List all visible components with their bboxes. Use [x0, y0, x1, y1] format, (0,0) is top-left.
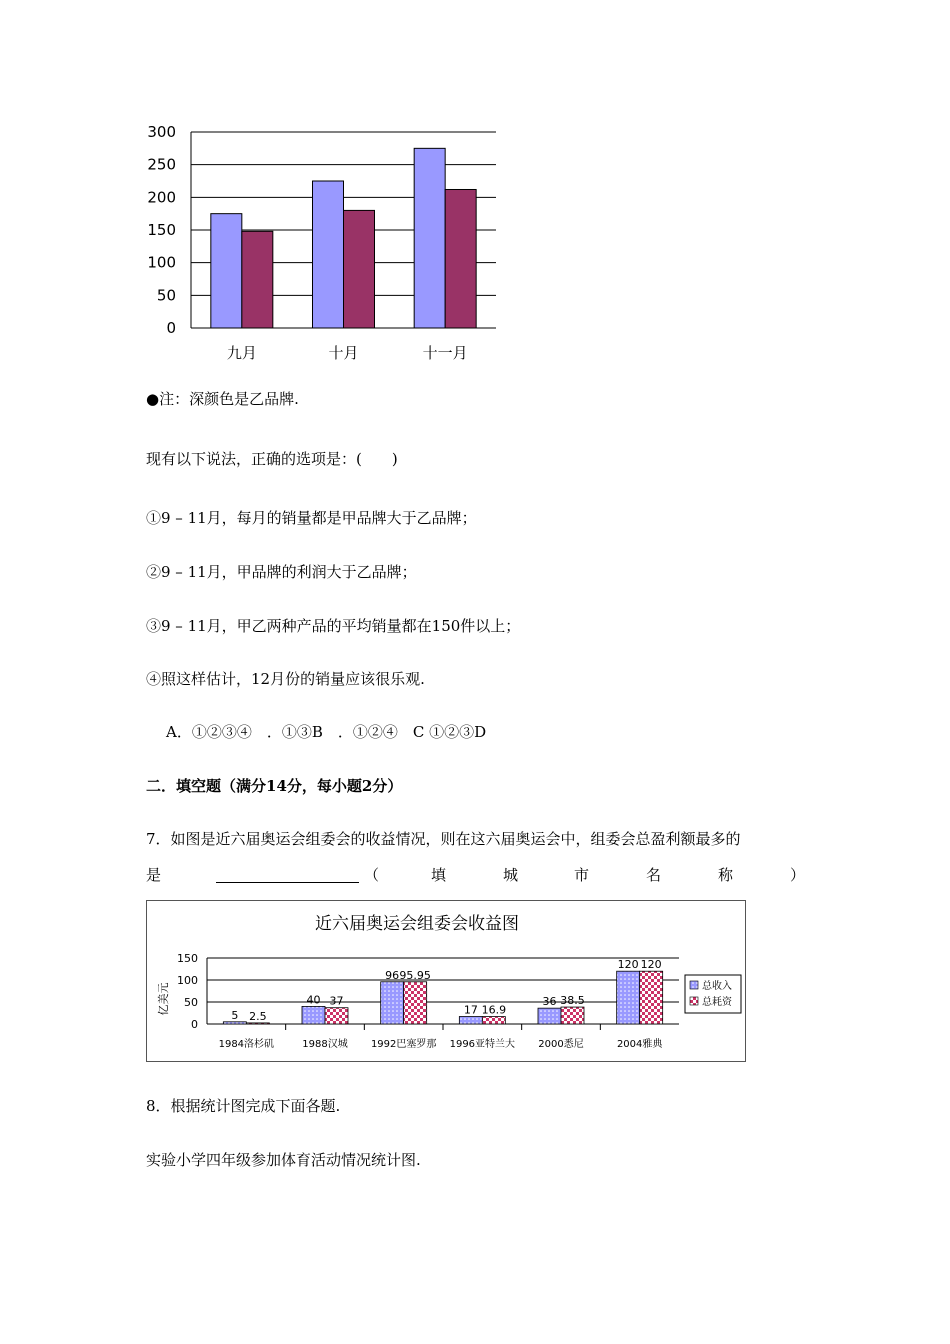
y-tick-label: 150	[147, 221, 176, 239]
question-7: 7．如图是近六届奥运会组委会的收益情况，则在这六届奥运会中，组委会总盈利额最多的	[146, 830, 741, 848]
chart-note: ●注：深颜色是乙品牌.	[146, 390, 299, 408]
question-8-subtitle: 实验小学四年级参加体育活动情况统计图.	[146, 1151, 421, 1169]
data-label: 5	[231, 1008, 239, 1022]
olympics-chart-title: 近六届奥运会组委会收益图	[315, 914, 519, 934]
x-tick-label: 1984洛杉矶	[218, 1039, 275, 1050]
bar	[640, 971, 663, 1024]
bar	[302, 1006, 325, 1024]
y-tick-label: 0	[191, 1018, 198, 1031]
data-label: 2.5	[249, 1009, 267, 1023]
data-label: 38.5	[560, 994, 585, 1008]
bar	[538, 1008, 561, 1024]
chart1-bars	[211, 148, 476, 328]
data-label: 96	[385, 968, 400, 982]
x-tick-label: 1992巴塞罗那	[370, 1039, 437, 1050]
y-tick-label: 300	[147, 123, 176, 141]
chart2-gridlines	[207, 958, 679, 1030]
x-tick-label: 1988汉城	[302, 1039, 348, 1050]
x-tick-label: 十一月	[422, 344, 468, 362]
x-tick-label: 十月	[328, 344, 359, 362]
bar	[325, 1008, 348, 1024]
bar	[459, 1017, 482, 1024]
chart2-bars	[223, 968, 662, 1024]
data-label: 37	[329, 994, 344, 1008]
bar	[381, 982, 404, 1024]
sales-bar-chart	[140, 118, 510, 368]
legend-label: 总耗资	[702, 997, 732, 1008]
x-tick-label: 2000悉尼	[538, 1039, 584, 1050]
bar	[404, 982, 427, 1024]
question-7-answer-row: 是 （ 填 城 市 名 称 ）	[146, 866, 806, 884]
x-tick-label: 1996亚特兰大	[449, 1039, 516, 1050]
olympics-bar-chart	[147, 901, 745, 1061]
bar	[445, 189, 476, 328]
y-tick-label: 50	[156, 286, 176, 305]
bar	[223, 1022, 246, 1024]
x-tick-label: 九月	[226, 344, 257, 362]
data-label: 36	[542, 995, 557, 1009]
statement-2: ②9 – 11月，甲品牌的利润大于乙品牌；	[146, 563, 417, 581]
bar	[211, 214, 242, 328]
statement-1: ①9 – 11月，每月的销量都是甲品牌大于乙品牌；	[146, 509, 477, 527]
bar	[344, 210, 375, 328]
statement-3: ③9 – 11月，甲乙两种产品的平均销量都在150件以上；	[146, 617, 521, 635]
question-stem: 现有以下说法，正确的选项是：( )	[146, 450, 398, 468]
bar	[242, 231, 273, 328]
data-label: 16.9	[481, 1003, 507, 1017]
data-label: 120	[640, 958, 662, 972]
bar	[482, 1017, 505, 1024]
olympics-chart-ylabel: 亿美元	[157, 982, 170, 1016]
data-label: 95.95	[399, 968, 431, 982]
x-tick-label: 2004雅典	[616, 1039, 663, 1050]
bar	[561, 1007, 584, 1024]
chart2-legend	[685, 975, 741, 1013]
chart2-data-labels	[231, 958, 661, 1023]
y-tick-label: 150	[177, 952, 198, 965]
y-tick-label: 0	[166, 319, 176, 337]
y-tick-label: 50	[184, 996, 198, 1009]
data-label: 17	[463, 1003, 478, 1017]
legend-label: 总收入	[702, 981, 732, 992]
section-heading: 二．填空题（满分14分，每小题2分）	[146, 777, 403, 795]
chart2-x-ticks	[219, 1037, 664, 1050]
y-tick-label: 100	[147, 253, 176, 272]
data-label: 120	[617, 958, 639, 972]
chart2-y-ticks	[177, 952, 198, 1031]
answer-blank[interactable]	[216, 882, 359, 883]
question-7-shi: 是	[146, 866, 162, 884]
bar	[414, 148, 445, 328]
bar	[246, 1023, 269, 1024]
olympics-chart-frame	[146, 900, 746, 1062]
y-tick-label: 200	[147, 188, 176, 207]
bar	[313, 181, 344, 328]
statement-4: ④照这样估计，12月份的销量应该很乐观.	[146, 670, 425, 688]
chart1-y-ticks	[147, 123, 176, 337]
question-8: 8．根据统计图完成下面各题.	[146, 1097, 341, 1115]
y-tick-label: 100	[177, 974, 198, 987]
chart1-x-ticks	[227, 344, 468, 362]
bar	[617, 971, 640, 1024]
y-tick-label: 250	[147, 155, 176, 174]
answer-options: A．①②③④ ．①③B ．①②④ C ①②③D	[166, 723, 487, 741]
data-label: 40	[306, 993, 321, 1007]
legend-swatch	[690, 997, 698, 1005]
legend-swatch	[690, 981, 698, 989]
